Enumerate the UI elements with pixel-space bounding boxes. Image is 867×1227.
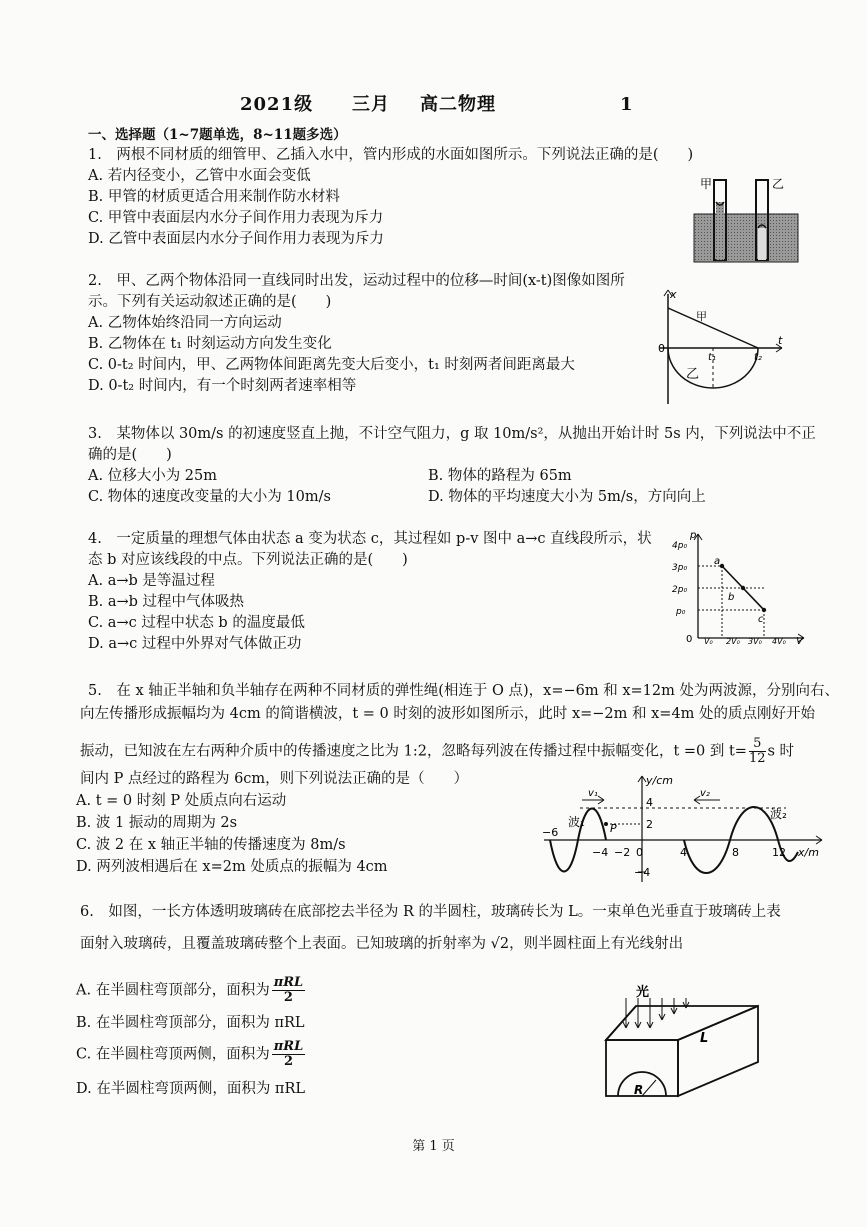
q2-option-c[interactable]: C. 0-t₂ 时间内，甲、乙两物体间距离先变大后变小，t₁ 时刻两者间距离最大 (88, 357, 575, 373)
q6-line1: 6. 如图，一长方体透明玻璃砖在底部挖去半径为 R 的半圆柱，玻璃砖长为 L。一束单色光垂直于玻璃砖上表 (80, 904, 781, 920)
q5-wave1-label: 波₁ (568, 815, 585, 829)
q5-time-fraction (749, 737, 766, 766)
q6-option-a[interactable] (76, 976, 307, 1005)
q6-glass-brick-figure (596, 984, 768, 1104)
q4-point-b: b (728, 592, 735, 603)
q2-xt-graph (650, 286, 790, 408)
q5-v1: v₁ (588, 788, 598, 799)
q5-line2: 向左传播形成振幅均为 4cm 的简谐横波，t = 0 时刻的波形如图所示，此时 x=−2m 和 x=4m 处的质点刚好开始 (80, 706, 816, 722)
q6-line2: 面射入玻璃砖，且覆盖玻璃砖整个上表面。已知玻璃的折射率为 √2，则半圆柱面上有光线射出 (80, 936, 684, 952)
q2-option-d[interactable]: D. 0-t₂ 时间内，有一个时刻两者速率相等 (88, 378, 357, 394)
q4-ytick-2: 2p₀ (672, 585, 688, 595)
q6-c-frac-den: 2 (284, 1054, 294, 1069)
q1-capillary-figure (692, 172, 802, 264)
q1-stem: 1. 两根不同材质的细管甲、乙插入水中，管内形成的水面如图所示。下列说法正确的是( ) (88, 147, 694, 163)
q5-line1: 5. 在 x 轴正半轴和负半轴存在两种不同材质的弹性绳(相连于 O 点)，x=−6m 和 x=12m 处为两波源，分别向右、 (88, 683, 839, 699)
page-number: 第 1 页 (412, 1139, 455, 1154)
q3-option-d[interactable]: D. 物体的平均速度大小为 5m/s，方向向上 (428, 489, 706, 505)
q2-t2: t₂ (754, 352, 762, 363)
q1-option-b[interactable]: B. 甲管的材质更适合用来制作防水材料 (88, 189, 340, 205)
q1-option-c[interactable]: C. 甲管中表面层内水分子间作用力表现为斥力 (88, 210, 384, 226)
q6-label-l: L (700, 1031, 709, 1046)
q2-stem-line1: 2. 甲、乙两个物体沿同一直线同时出发，运动过程中的位移—时间(x-t)图像如图所 (88, 273, 625, 289)
q2-label-yi: 乙 (686, 367, 700, 382)
q1-label-yi: 乙 (772, 177, 785, 191)
header-month: 三月 (352, 94, 390, 115)
q6-a-frac-den: 2 (283, 990, 293, 1005)
q5-point-p: P (610, 822, 617, 835)
q5-y-top: 4 (646, 796, 653, 809)
q6-label-light: 光 (636, 985, 650, 1000)
q2-axis-x: x (670, 288, 677, 301)
q4-ytick-1: p₀ (676, 607, 686, 617)
q2-axis-t: t (778, 334, 783, 347)
q6-option-c-fraction (272, 1040, 305, 1069)
q2-option-a[interactable]: A. 乙物体始终沿同一方向运动 (88, 315, 282, 331)
q5-v2: v₂ (700, 788, 710, 799)
q3-option-b[interactable]: B. 物体的路程为 65m (428, 468, 572, 484)
q3-stem-line1: 3. 某物体以 30m/s 的初速度竖直上抛，不计空气阻力，g 取 10m/s²，从抛出开始计时 5s 内，下列说法中不正 (88, 426, 816, 442)
q1-label-jia: 甲 (700, 177, 713, 191)
q6-option-b[interactable]: B. 在半圆柱弯顶部分，面积为 πRL (76, 1015, 305, 1031)
header-subject: 高二物理 (420, 94, 496, 115)
q2-origin: 0 (658, 342, 665, 355)
header-grade: 2021级 (240, 94, 314, 115)
q4-point-c: c (758, 614, 764, 625)
q6-option-a-text: A. 在半圆柱弯顶部分，面积为 (76, 982, 270, 999)
q6-option-c[interactable] (76, 1040, 307, 1069)
q4-stem-line2: 态 b 对应该线段的中点。下列说法正确的是( ) (88, 552, 408, 568)
q4-option-d[interactable]: D. a→c 过程中外界对气体做正功 (88, 636, 302, 652)
q5-option-a[interactable]: A. t = 0 时刻 P 处质点向右运动 (76, 793, 287, 809)
q5-axis-x: x/m (798, 846, 819, 859)
q5-frac-num: 5 (749, 737, 766, 752)
q5-option-c[interactable]: C. 波 2 在 x 轴正半轴的传播速度为 8m/s (76, 837, 346, 853)
q5-y-bot: −4 (634, 866, 651, 879)
q5-xtick-m6: −6 (542, 826, 559, 839)
q5-xtick-m2: −2 (614, 846, 631, 859)
q5-line3-start: 振动，已知波在左右两种介质中的传播速度之比为 1:2，忽略每列波在传播过程中振幅变化，t =0 到 t= (80, 743, 747, 760)
q5-wave-figure (540, 772, 826, 884)
q5-xtick-m4: −4 (592, 846, 609, 859)
q4-origin: 0 (686, 634, 693, 645)
q2-t1: t₁ (708, 352, 716, 363)
q6-a-frac-num: πRL (273, 975, 304, 990)
q5-y-mid: 2 (646, 818, 653, 831)
q4-point-a: a (714, 556, 721, 567)
q3-stem-line2: 确的是( ) (88, 447, 172, 463)
q1-option-a[interactable]: A. 若内径变小，乙管中水面会变低 (88, 168, 311, 184)
section-heading: 一、选择题（1~7题单选，8~11题多选） (88, 127, 347, 143)
q5-option-b[interactable]: B. 波 1 振动的周期为 2s (76, 815, 238, 831)
q5-line4: 间内 P 点经过的路程为 6cm，则下列说法正确的是（ ） (80, 771, 469, 787)
q6-label-r: R (634, 1083, 644, 1097)
q5-frac-den: 12 (748, 751, 766, 766)
q2-option-b[interactable]: B. 乙物体在 t₁ 时刻运动方向发生变化 (88, 336, 332, 352)
q1-option-d[interactable]: D. 乙管中表面层内水分子间作用力表现为斥力 (88, 231, 384, 247)
q4-ytick-3: 3p₀ (672, 563, 688, 573)
q2-label-jia: 甲 (696, 310, 707, 323)
q4-xtick-4: 4V₀ (772, 637, 786, 646)
q4-axis-v: V (796, 636, 803, 646)
q6-option-d[interactable]: D. 在半圆柱弯顶两侧，面积为 πRL (76, 1081, 306, 1097)
q5-axis-y: y/cm (646, 774, 673, 787)
q6-option-c-text: C. 在半圆柱弯顶两侧，面积为 (76, 1046, 270, 1063)
q6-option-a-fraction (272, 976, 305, 1005)
q5-line3 (80, 737, 794, 766)
q3-option-a[interactable]: A. 位移大小为 25m (88, 468, 217, 484)
q5-xtick-4: 4 (680, 846, 687, 859)
q4-ytick-4: 4p₀ (672, 541, 688, 551)
q4-axis-p: p (690, 530, 697, 541)
q6-c-frac-num: πRL (273, 1039, 304, 1054)
q4-xtick-2: 2V₀ (726, 637, 740, 646)
q4-option-b[interactable]: B. a→b 过程中气体吸热 (88, 594, 245, 610)
q2-stem-line2: 示。下列有关运动叙述正确的是( ) (88, 294, 332, 310)
q4-xtick-1: V₀ (704, 637, 713, 646)
header-number: 1 (620, 94, 634, 115)
q4-stem-line1: 4. 一定质量的理想气体由状态 a 变为状态 c，其过程如 p-v 图中 a→c 直线段所示，状 (88, 531, 652, 547)
q5-origin: 0 (636, 846, 643, 859)
q4-pv-graph (668, 528, 808, 646)
q5-xtick-8: 8 (732, 846, 739, 859)
q5-line3-end: s 时 (767, 743, 795, 760)
q5-option-d[interactable]: D. 两列波相遇后在 x=2m 处质点的振幅为 4cm (76, 859, 388, 875)
q5-xtick-12: 12 (772, 846, 786, 859)
q4-xtick-3: 3V₀ (748, 637, 762, 646)
q3-option-c[interactable]: C. 物体的速度改变量的大小为 10m/s (88, 489, 331, 505)
q4-option-a[interactable]: A. a→b 是等温过程 (88, 573, 215, 589)
q5-wave2-label: 波₂ (770, 807, 787, 821)
q4-option-c[interactable]: C. a→c 过程中状态 b 的温度最低 (88, 615, 305, 631)
